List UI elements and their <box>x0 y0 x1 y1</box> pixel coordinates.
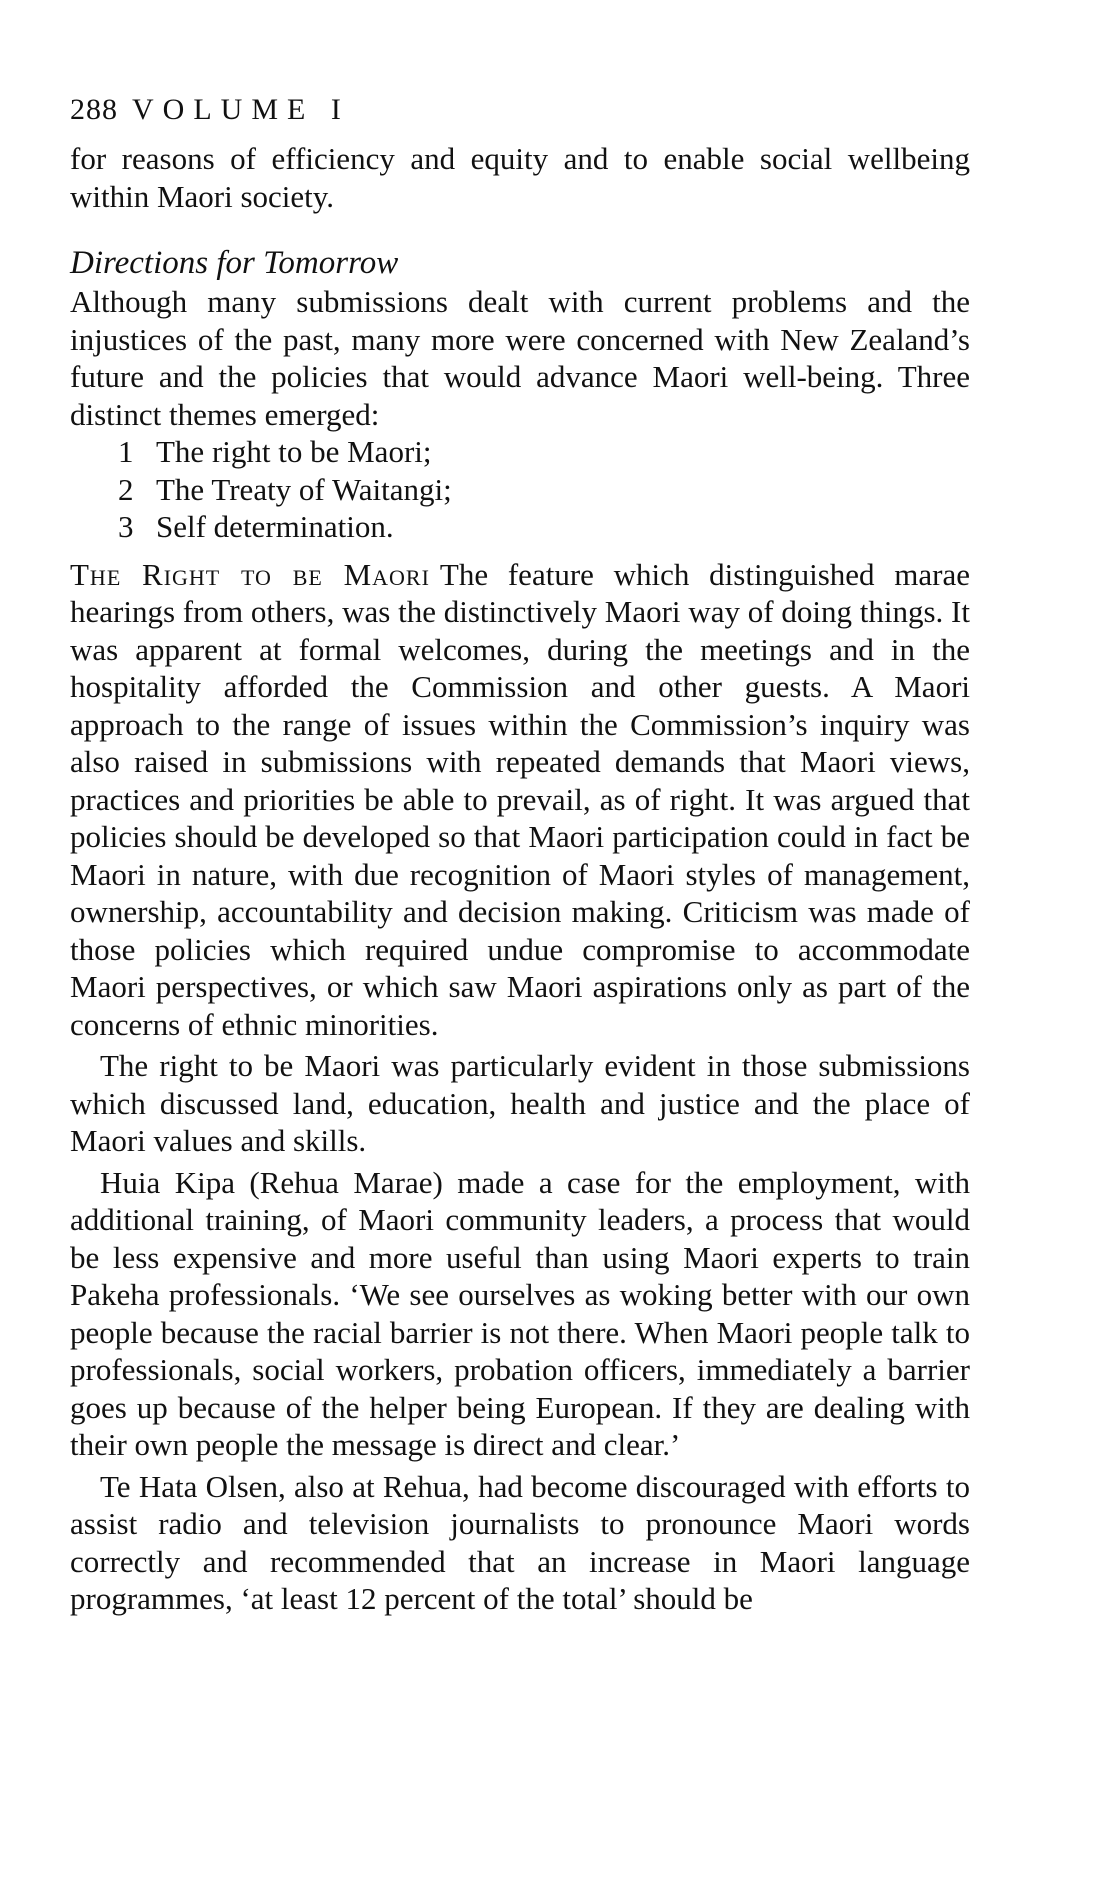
list-item-number: 1 <box>118 434 134 469</box>
body-paragraph-text: The feature which distinguished marae hearings from others, was the distinctively Maori way of doing things. It was apparent at formal welcomes, during the meetings and in the hospitality afforded the Commission and other guests. A Maori approach to the range of issues within the Commission’s inquiry was also raised in submissions with repeated demands that Maori views, practices and priorities be able to prevail, as of right. It was argued that policies should be developed so that Maori participation could in fact be Maori in nature, with due recognition of Maori styles of management, ownership, accountability and decision making. Criticism was made of those policies which required undue compromise to accommodate Maori perspectives, or which saw Maori aspirations only as part of the concerns of ethnic minorities. <box>70 556 970 1042</box>
body-paragraph: The right to be Maori was particularly evident in those submissions which discussed land, education, health and justice and the place of Maori values and skills. <box>70 1048 970 1158</box>
list-item-text: The Treaty of Waitangi; <box>156 471 452 507</box>
list-item <box>118 508 970 546</box>
body-paragraph <box>70 556 970 1044</box>
page-number: 288 <box>70 93 118 126</box>
running-head <box>70 92 970 128</box>
intro-paragraph: for reasons of efficiency and equity and to enable social wellbeing within Maori society. <box>70 141 970 214</box>
volume-label: VOLUME I <box>132 93 350 126</box>
list-item-text: Self determination. <box>156 509 394 544</box>
list-item <box>118 471 970 509</box>
body-paragraph: Huia Kipa (Rehua Marae) made a case for the employment, with additional training, of Maori community leaders, a process that would be less expensive and more useful than using Maori experts to train Pakeha professionals. ‘We see ourselves as woking better with our own people because the racial barrier is not there. When Maori people talk to professionals, social workers, probation officers, immediately a barrier goes up because of the helper being European. If they are dealing with their own people the message is direct and clear.’ <box>70 1164 970 1462</box>
section-intro-paragraph: Although many submissions dealt with current problems and the injustices of the past, many more were concerned with New Zealand’s future and the policies that would advance Maori well-being. Three distinct themes emerged: <box>70 284 970 432</box>
list-item <box>118 433 970 471</box>
body-paragraph: Te Hata Olsen, also at Rehua, had become discouraged with efforts to assist radio and television journalists to pronounce Maori words correctly and recommended that an increase in Maori language programmes, ‘at least 12 percent of the total’ should be <box>70 1468 970 1616</box>
list-item-text: The right to be Maori; <box>156 434 432 469</box>
subsection-heading: The Right to be Maori <box>70 556 430 592</box>
document-page <box>70 92 970 1618</box>
themes-list <box>70 433 970 546</box>
list-item-number: 3 <box>118 509 134 544</box>
section-heading: Directions for Tomorrow <box>70 245 399 281</box>
list-item-number: 2 <box>118 471 134 507</box>
